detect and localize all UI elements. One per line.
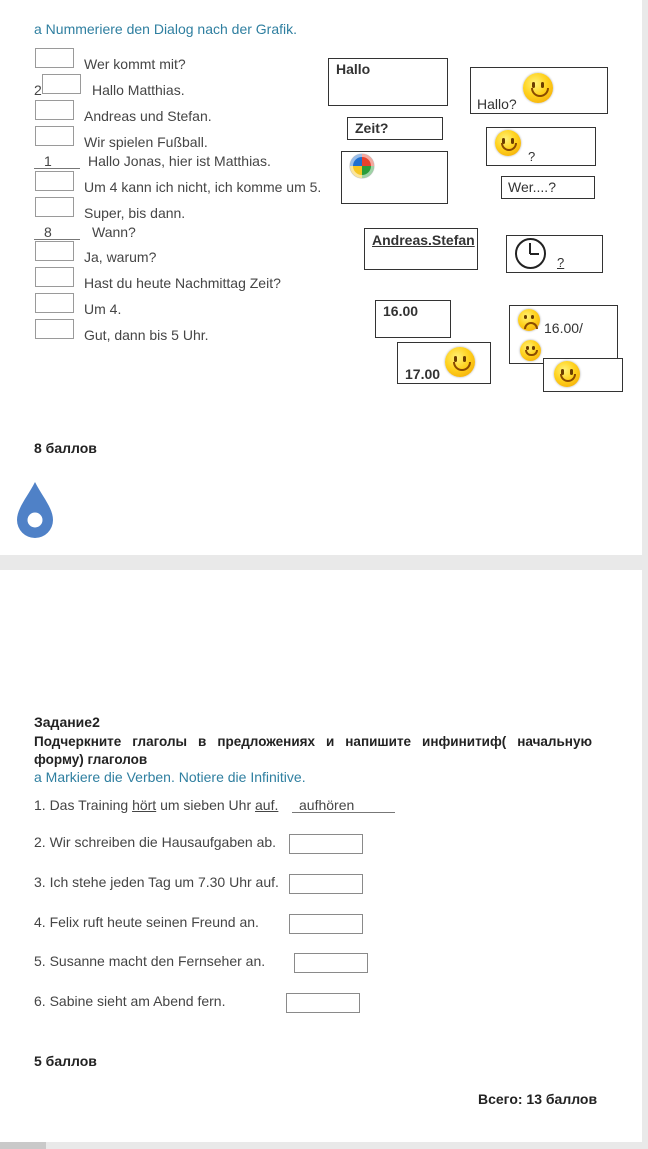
example-particle: auf. — [255, 797, 279, 813]
zeit-label: Zeit? — [355, 120, 389, 136]
question-label-1: ? — [528, 149, 536, 164]
dialog-line-5: Hallo Jonas, hier ist Matthias. — [88, 153, 271, 169]
dialog-line-7: Super, bis dann. — [84, 205, 186, 221]
dialog-line-6: Um 4 kann ich nicht, ich komme um 5. — [84, 179, 322, 195]
wer-label: Wer....? — [508, 179, 556, 195]
dialog-line-10: Hast du heute Nachmittag Zeit? — [84, 275, 281, 291]
dialog-line-11: Um 4. — [84, 301, 122, 317]
task2-title: Задание2 — [34, 714, 100, 730]
time-1700-label: 17.00 — [405, 366, 441, 382]
sentence-5: 5. Susanne macht den Fernseher an. — [34, 953, 266, 969]
number-box-10[interactable] — [35, 267, 74, 287]
number-box-6[interactable] — [35, 171, 74, 191]
number-underline-5[interactable] — [34, 168, 80, 169]
answer-box-4[interactable] — [289, 914, 363, 934]
number-box-11[interactable] — [35, 293, 74, 313]
number-box-9[interactable] — [35, 241, 74, 261]
question-label-2: ? — [557, 255, 565, 270]
dialog-line-3: Andreas und Stefan. — [84, 108, 212, 124]
sentence-3: 3. Ich stehe jeden Tag um 7.30 Uhr auf. — [34, 874, 279, 890]
time-1600-label: 16.00 — [383, 303, 419, 319]
number-box-3[interactable] — [35, 100, 74, 120]
total-points: Всего: 13 баллов — [478, 1091, 598, 1107]
clock-icon — [515, 238, 546, 269]
smiley-icon — [523, 73, 553, 103]
task2-points: 5 баллов — [34, 1053, 97, 1069]
sentence-2: 2. Wir schreiben die Hausaufgaben ab. — [34, 834, 277, 850]
time-1600-slash-label: 16.00/ — [544, 320, 583, 336]
page-2 — [0, 570, 642, 1142]
answer-box-2[interactable] — [289, 834, 363, 854]
task2-instruction-ru: Подчеркните глаголы в предложениях и напишите инфинитиф( начальную форму) глаголов — [34, 734, 592, 767]
dialog-line-4: Wir spielen Fußball. — [84, 134, 208, 150]
dialog-line-9: Ja, warum? — [84, 249, 157, 265]
drop-icon — [16, 480, 54, 540]
sentence-4: 4. Felix ruft heute seinen Freund an. — [34, 914, 259, 930]
smiley-icon — [554, 361, 580, 387]
dialog-line-1: Wer kommt mit? — [84, 56, 186, 72]
number-underline-8[interactable] — [34, 239, 80, 240]
smiley-icon — [445, 347, 475, 377]
dialog-line-12: Gut, dann bis 5 Uhr. — [84, 327, 209, 343]
answer-box-3[interactable] — [289, 874, 363, 894]
answer-box-6[interactable] — [286, 993, 360, 1013]
dialog-line-8: Wann? — [92, 224, 136, 240]
answer-box-5[interactable] — [294, 953, 368, 973]
number-box-12[interactable] — [35, 319, 74, 339]
hallo-reply-label: Hallo? — [477, 96, 517, 112]
number-box-1[interactable] — [35, 48, 74, 68]
task1-instruction: a Nummeriere den Dialog nach der Grafik. — [34, 21, 298, 37]
sad-smiley-icon — [518, 309, 540, 331]
example-verb: hört — [132, 797, 157, 813]
football-icon — [350, 154, 374, 178]
number-value-5: 1 — [44, 153, 52, 169]
hallo-label: Hallo — [336, 61, 371, 77]
names-label: Andreas.Stefan — [372, 232, 475, 248]
smiley-icon — [495, 130, 521, 156]
example-mid: um sieben Uhr — [156, 797, 256, 813]
number-value-2: 2 — [34, 82, 42, 98]
smiley-icon — [520, 340, 541, 361]
number-box-2[interactable] — [42, 74, 81, 94]
task1-points: 8 баллов — [34, 440, 97, 456]
example-answer: aufhören — [299, 797, 355, 813]
example-pre: 1. Das Training — [34, 797, 133, 813]
number-box-7[interactable] — [35, 197, 74, 217]
number-value-8: 8 — [44, 224, 52, 240]
bottom-scrollbar[interactable] — [0, 1142, 46, 1149]
dialog-line-2: Hallo Matthias. — [92, 82, 185, 98]
number-box-4[interactable] — [35, 126, 74, 146]
task2-instruction-de: a Markiere die Verben. Notiere die Infinitive. — [34, 769, 306, 785]
page-1 — [0, 0, 642, 555]
sentence-6: 6. Sabine sieht am Abend fern. — [34, 993, 226, 1009]
example-answer-line — [292, 812, 395, 813]
example-sentence — [34, 797, 278, 813]
